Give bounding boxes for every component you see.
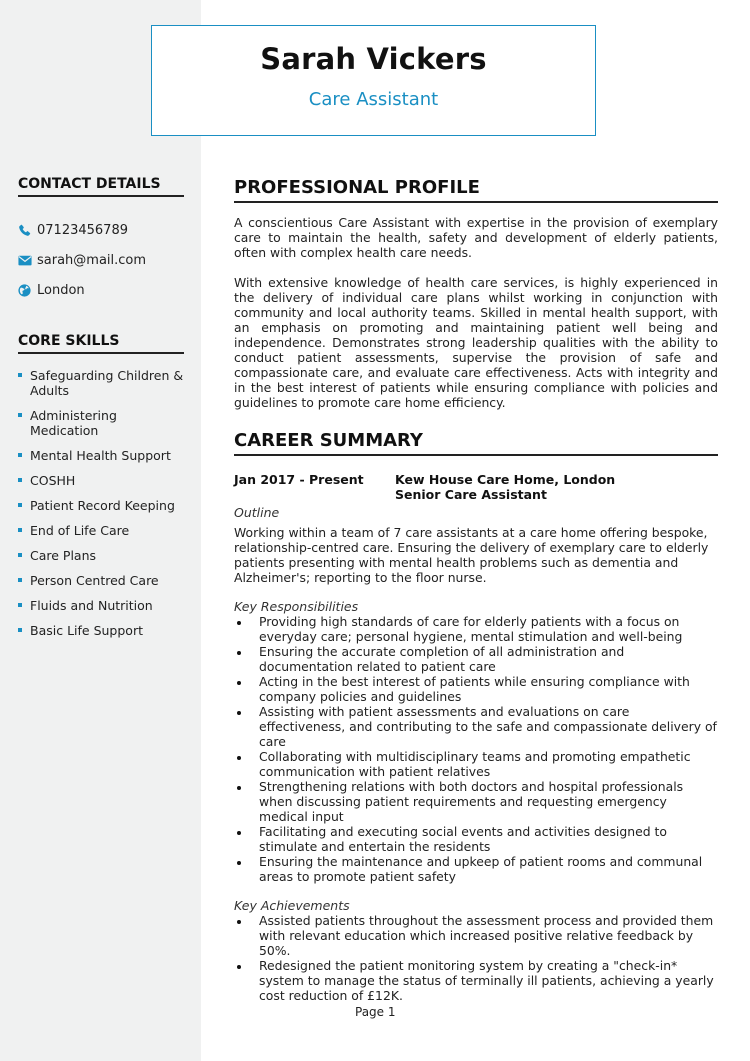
achievements-list <box>234 913 718 1003</box>
contact-heading: CONTACT DETAILS <box>18 176 184 197</box>
bullet-dot-icon <box>237 920 241 924</box>
list-item: Assisting with patient assessments and evaluations on care effectiveness, and contributing to the safe and compassionate delivery of care <box>234 704 718 749</box>
bullet-dot-icon <box>237 786 241 790</box>
envelope-icon <box>18 255 37 266</box>
bullet-dot-icon <box>237 756 241 760</box>
skill-item: End of Life Care <box>18 523 184 538</box>
bullet-dot-icon <box>237 621 241 625</box>
skill-item: Basic Life Support <box>18 623 184 638</box>
profile-paragraph: With extensive knowledge of health care services, is highly experienced in the delivery of individual care plans whilst working in conjunction with community and local authority teams. Skilled in mental health support, with an emphasis on promoting and maintaining patient well being and independence. Demonstrates strong leadership qualities with the ability to conduct patient assessments, supervise the provision of safe and compassionate care, and evaluate care effectiveness. Acts with integrity and in the best interest of patients while ensuring compliance with policies and guidelines to promote care home efficiency. <box>234 275 718 410</box>
phone-icon <box>18 224 37 237</box>
skill-item: Administering Medication <box>18 408 184 438</box>
career-heading: CAREER SUMMARY <box>234 430 718 456</box>
role-title-row <box>234 487 718 502</box>
role-title: Senior Care Assistant <box>395 487 547 502</box>
contact-phone-text: 07123456789 <box>37 222 128 238</box>
profile-section <box>234 177 718 410</box>
list-item: Ensuring the accurate completion of all administration and documentation related to patient care <box>234 644 718 674</box>
responsibilities-list <box>234 614 718 884</box>
bullet-square-icon <box>18 503 22 507</box>
list-item: Providing high standards of care for elderly patients with a focus on everyday care; personal hygiene, mental stimulation and well-being <box>234 614 718 644</box>
achievements-label: Key Achievements <box>234 898 350 913</box>
bullet-dot-icon <box>237 831 241 835</box>
bullet-square-icon <box>18 453 22 457</box>
contact-email <box>18 245 184 275</box>
list-item: Collaborating with multidisciplinary teams and promoting empathetic communication with patient relatives <box>234 749 718 779</box>
bullet-square-icon <box>18 553 22 557</box>
bullet-square-icon <box>18 578 22 582</box>
bullet-square-icon <box>18 628 22 632</box>
skills-list <box>18 368 184 638</box>
contact-section <box>18 176 184 305</box>
contact-phone <box>18 215 184 245</box>
list-item: Assisted patients throughout the assessment process and provided them with relevant education which increased positive relative feedback by 50%. <box>234 913 718 958</box>
list-item: Ensuring the maintenance and upkeep of patient rooms and communal areas to promote patient safety <box>234 854 718 884</box>
list-item: Strengthening relations with both doctors and hospital professionals when discussing patient requirements and requesting emergency medical input <box>234 779 718 824</box>
skill-item: Fluids and Nutrition <box>18 598 184 613</box>
resume-header <box>151 25 596 136</box>
contact-location <box>18 275 184 305</box>
career-section <box>234 430 718 1003</box>
candidate-job-title: Care Assistant <box>308 89 439 110</box>
page-number: Page 1 <box>355 1005 396 1019</box>
skill-item: Safeguarding Children & Adults <box>18 368 184 398</box>
bullet-square-icon <box>18 373 22 377</box>
list-item: Facilitating and executing social events and activities designed to stimulate and entertain the residents <box>234 824 718 854</box>
responsibilities-label: Key Responsibilities <box>234 599 359 614</box>
bullet-dot-icon <box>237 861 241 865</box>
outline-text: Working within a team of 7 care assistants at a care home offering bespoke, relationship-centred care. Ensuring the delivery of exemplary care to elderly patients presenting with mental health problems such as dementia and Alzheimer's; reporting to the floor nurse. <box>234 525 709 585</box>
profile-heading: PROFESSIONAL PROFILE <box>234 177 718 203</box>
contact-email-text: sarah@mail.com <box>37 252 147 268</box>
contact-location-text: London <box>37 282 85 298</box>
skill-item: COSHH <box>18 473 184 488</box>
role-dates: Jan 2017 - Present <box>234 472 364 487</box>
bullet-square-icon <box>18 603 22 607</box>
bullet-dot-icon <box>237 965 241 969</box>
outline-label: Outline <box>234 505 280 520</box>
list-item: Redesigned the patient monitoring system by creating a "check-in* system to manage the status of terminally ill patients, achieving a yearly cost reduction of £12K. <box>234 958 718 1003</box>
bullet-square-icon <box>18 478 22 482</box>
skill-item: Patient Record Keeping <box>18 498 184 513</box>
profile-paragraph: A conscientious Care Assistant with expertise in the provision of exemplary care to maintain the health, safety and development of elderly patients, often with complex health care needs. <box>234 215 718 260</box>
skill-item: Person Centred Care <box>18 573 184 588</box>
bullet-dot-icon <box>237 651 241 655</box>
bullet-dot-icon <box>237 711 241 715</box>
candidate-name: Sarah Vickers <box>260 42 487 76</box>
bullet-square-icon <box>18 528 22 532</box>
skill-item: Care Plans <box>18 548 184 563</box>
role-employer: Kew House Care Home, London <box>395 472 616 487</box>
skills-section <box>18 333 184 648</box>
globe-icon <box>18 284 37 297</box>
skills-heading: CORE SKILLS <box>18 333 184 354</box>
bullet-dot-icon <box>237 681 241 685</box>
bullet-square-icon <box>18 413 22 417</box>
list-item: Acting in the best interest of patients while ensuring compliance with company policies and guidelines <box>234 674 718 704</box>
role-header <box>234 472 718 487</box>
skill-item: Mental Health Support <box>18 448 184 463</box>
